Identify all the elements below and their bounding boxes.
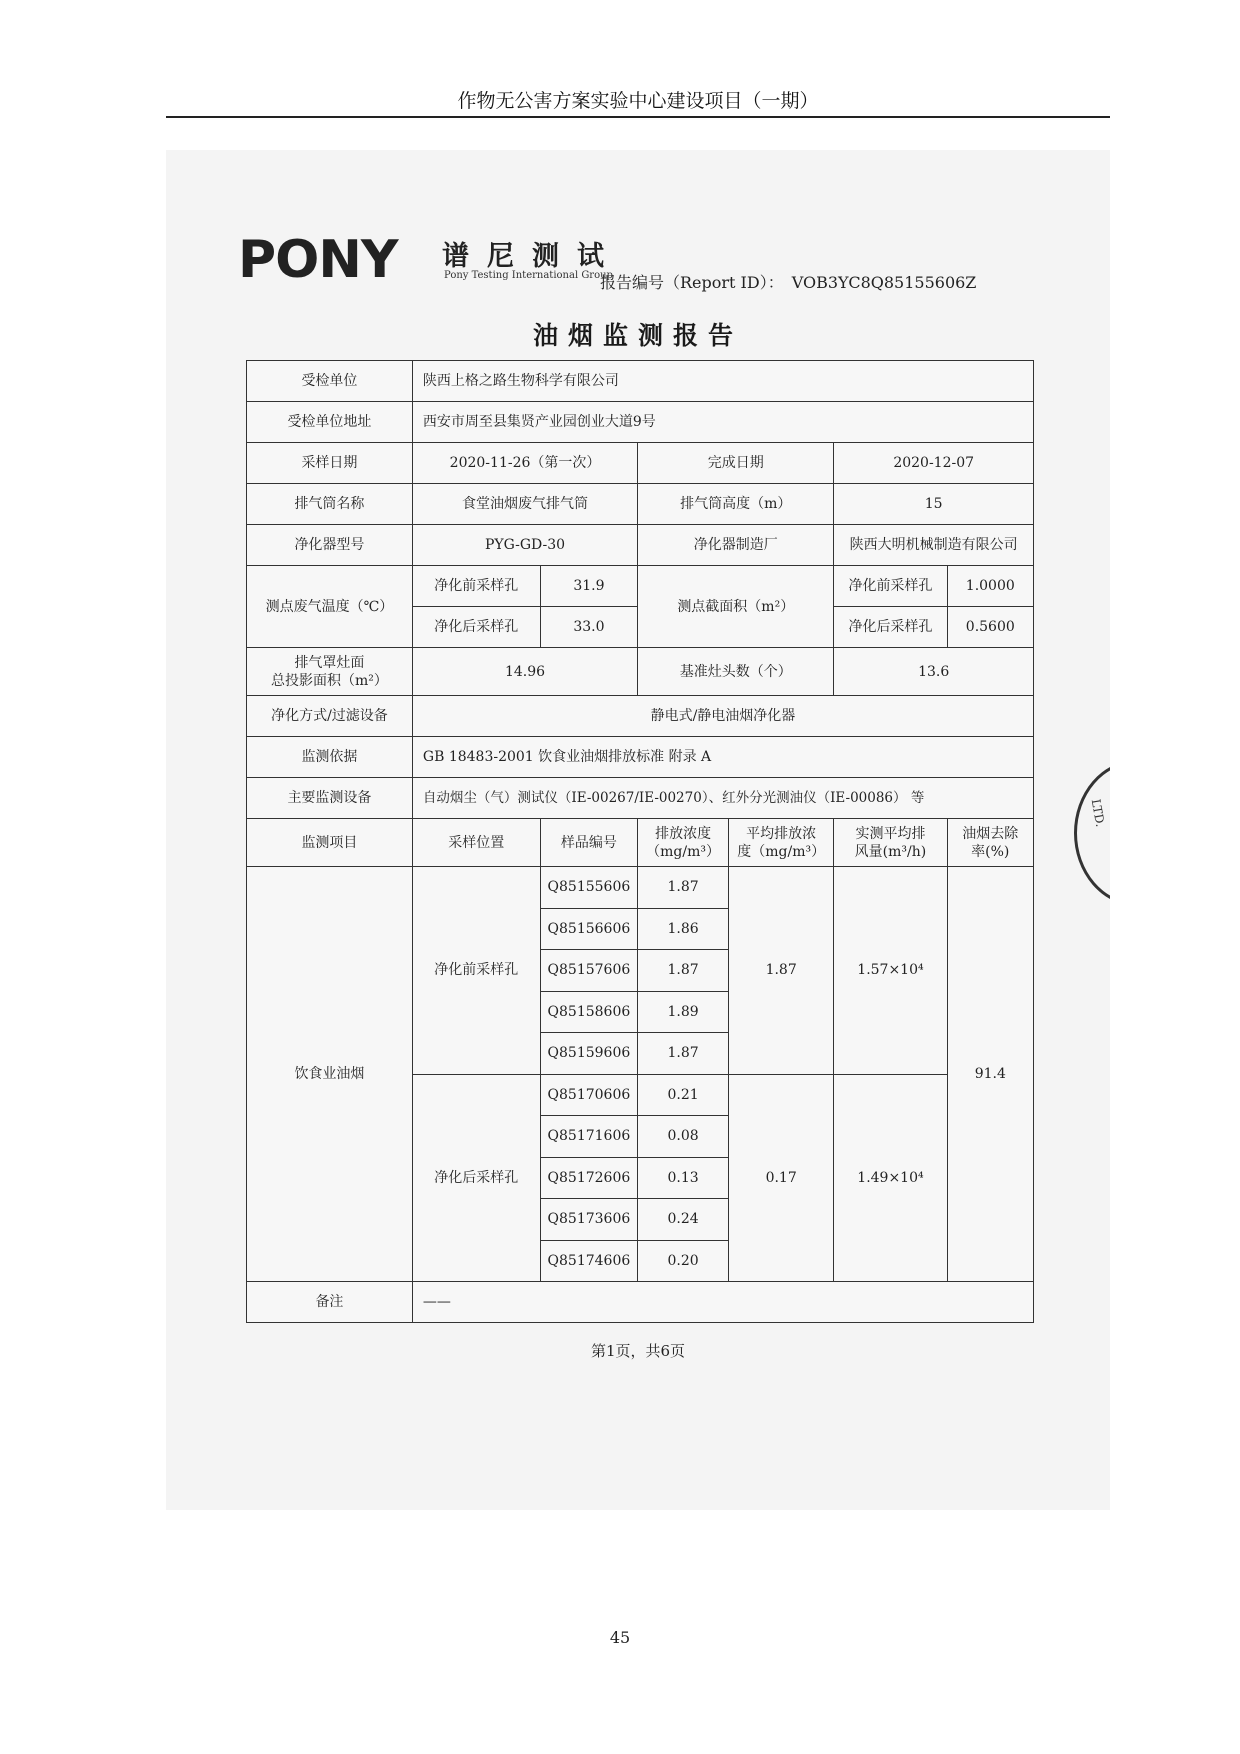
col-header-conc-line1: 排放浓度 bbox=[655, 825, 712, 842]
sample-id: Q85173606 bbox=[540, 1199, 638, 1241]
before-port-temp-label: 净化前采样孔 bbox=[412, 566, 540, 607]
complete-date-label: 完成日期 bbox=[638, 443, 834, 484]
sample-id: Q85156606 bbox=[540, 908, 638, 950]
sample-id: Q85155606 bbox=[540, 867, 638, 909]
monitoring-item: 饮食业油烟 bbox=[247, 867, 413, 1282]
address-value: 西安市周至县集贤产业园创业大道9号 bbox=[412, 402, 1033, 443]
after-average: 0.17 bbox=[728, 1074, 833, 1282]
sample-id: Q85170606 bbox=[540, 1074, 638, 1116]
stack-name-label: 排气筒名称 bbox=[247, 484, 413, 525]
remarks-value: —— bbox=[412, 1282, 1033, 1323]
report-id bbox=[600, 270, 976, 293]
hood-area-label-line2: 总投影面积（m²） bbox=[271, 672, 388, 689]
method-label: 净化方式/过滤设备 bbox=[247, 696, 413, 737]
stack-height-label: 排气筒高度（m） bbox=[638, 484, 834, 525]
col-header-average bbox=[728, 819, 833, 867]
table-row bbox=[247, 867, 1034, 909]
col-header-conc-line2: （mg/m³） bbox=[646, 843, 720, 860]
client-value: 陕西上格之路生物科学有限公司 bbox=[412, 361, 1033, 402]
sample-id: Q85171606 bbox=[540, 1116, 638, 1158]
burner-label: 基准灶头数（个） bbox=[638, 648, 834, 696]
col-header-flow bbox=[834, 819, 947, 867]
scanned-report bbox=[166, 150, 1110, 1510]
sample-concentration: 1.87 bbox=[638, 867, 729, 909]
sample-id: Q85172606 bbox=[540, 1157, 638, 1199]
company-seal-stamp bbox=[1074, 760, 1110, 906]
equipment-value: 自动烟尘（气）测试仪（IE-00267/IE-00270）、红外分光测油仪（IE-00086） 等 bbox=[412, 778, 1033, 819]
before-average: 1.87 bbox=[728, 867, 833, 1075]
after-temp-value: 33.0 bbox=[540, 607, 638, 648]
page-header-title: 作物无公害方案实验中心建设项目（一期） bbox=[457, 90, 819, 112]
sample-id: Q85174606 bbox=[540, 1240, 638, 1282]
purifier-maker-label: 净化器制造厂 bbox=[638, 525, 834, 566]
page-number: 45 bbox=[609, 1628, 631, 1647]
sample-date-value: 2020-11-26（第一次） bbox=[412, 443, 637, 484]
sample-concentration: 0.08 bbox=[638, 1116, 729, 1158]
col-header-avg-line2: 度（mg/m³） bbox=[737, 843, 826, 860]
col-header-avg-line1: 平均排放浓 bbox=[746, 825, 817, 842]
basis-value: GB 18483-2001 饮食业油烟排放标准 附录 A bbox=[412, 737, 1033, 778]
sample-concentration: 0.13 bbox=[638, 1157, 729, 1199]
gas-temp-label: 测点废气温度（℃） bbox=[247, 566, 413, 648]
after-port-area-label: 净化后采样孔 bbox=[834, 607, 947, 648]
sample-concentration: 1.86 bbox=[638, 908, 729, 950]
sample-concentration: 1.87 bbox=[638, 1033, 729, 1075]
report-page-info: 第1页，共6页 bbox=[590, 1342, 686, 1360]
purifier-model-value: PYG-GD-30 bbox=[412, 525, 637, 566]
equipment-label: 主要监测设备 bbox=[247, 778, 413, 819]
col-header-flow-line1: 实测平均排 bbox=[855, 825, 926, 842]
col-header-removal-line2: 率(%) bbox=[971, 843, 1010, 860]
col-header-item: 监测项目 bbox=[247, 819, 413, 867]
complete-date-value: 2020-12-07 bbox=[834, 443, 1034, 484]
burner-value: 13.6 bbox=[834, 648, 1034, 696]
before-flow: 1.57×10⁴ bbox=[834, 867, 947, 1075]
purifier-maker-value: 陕西大明机械制造有限公司 bbox=[834, 525, 1034, 566]
logo-name-en: Pony Testing International Group bbox=[444, 270, 613, 281]
before-port-area-label: 净化前采样孔 bbox=[834, 566, 947, 607]
hood-area-label-line1: 排气罩灶面 bbox=[294, 654, 365, 671]
col-header-location: 采样位置 bbox=[412, 819, 540, 867]
sample-concentration: 0.24 bbox=[638, 1199, 729, 1241]
address-label: 受检单位地址 bbox=[247, 402, 413, 443]
sample-concentration: 0.21 bbox=[638, 1074, 729, 1116]
after-location: 净化后采样孔 bbox=[412, 1074, 540, 1282]
remarks-label: 备注 bbox=[247, 1282, 413, 1323]
logo-brand: PONY bbox=[238, 230, 398, 290]
sample-concentration: 0.20 bbox=[638, 1240, 729, 1282]
monitoring-report-table bbox=[246, 360, 1034, 1323]
stack-name-value: 食堂油烟废气排气筒 bbox=[412, 484, 637, 525]
section-area-label: 测点截面积（m²） bbox=[638, 566, 834, 648]
col-header-flow-line2: 风量(m³/h) bbox=[854, 843, 927, 860]
document-title: 油烟监测报告 bbox=[532, 321, 743, 350]
sample-id: Q85157606 bbox=[540, 950, 638, 992]
purifier-model-label: 净化器型号 bbox=[247, 525, 413, 566]
sample-concentration: 1.87 bbox=[638, 950, 729, 992]
before-temp-value: 31.9 bbox=[540, 566, 638, 607]
col-header-removal-line1: 油烟去除 bbox=[962, 825, 1019, 842]
seal-text: LTD. bbox=[1088, 797, 1108, 829]
col-header-sample-no: 样品编号 bbox=[540, 819, 638, 867]
after-area-value: 0.5600 bbox=[947, 607, 1033, 648]
removal-rate: 91.4 bbox=[947, 867, 1033, 1282]
sample-concentration: 1.89 bbox=[638, 991, 729, 1033]
col-header-removal bbox=[947, 819, 1033, 867]
hood-area-label bbox=[247, 648, 413, 696]
method-value: 静电式/静电油烟净化器 bbox=[412, 696, 1033, 737]
client-label: 受检单位 bbox=[247, 361, 413, 402]
logo-name-cn: 谱尼测试 bbox=[442, 241, 622, 272]
sample-date-label: 采样日期 bbox=[247, 443, 413, 484]
before-location: 净化前采样孔 bbox=[412, 867, 540, 1075]
basis-label: 监测依据 bbox=[247, 737, 413, 778]
header-divider bbox=[166, 116, 1110, 118]
report-id-label: 报告编号（Report ID）： bbox=[600, 273, 784, 292]
before-area-value: 1.0000 bbox=[947, 566, 1033, 607]
after-flow: 1.49×10⁴ bbox=[834, 1074, 947, 1282]
hood-area-value: 14.96 bbox=[412, 648, 637, 696]
sample-id: Q85159606 bbox=[540, 1033, 638, 1075]
report-id-value: VOB3YC8Q85155606Z bbox=[791, 273, 977, 292]
stack-height-value: 15 bbox=[834, 484, 1034, 525]
col-header-concentration bbox=[638, 819, 729, 867]
sample-id: Q85158606 bbox=[540, 991, 638, 1033]
after-port-temp-label: 净化后采样孔 bbox=[412, 607, 540, 648]
